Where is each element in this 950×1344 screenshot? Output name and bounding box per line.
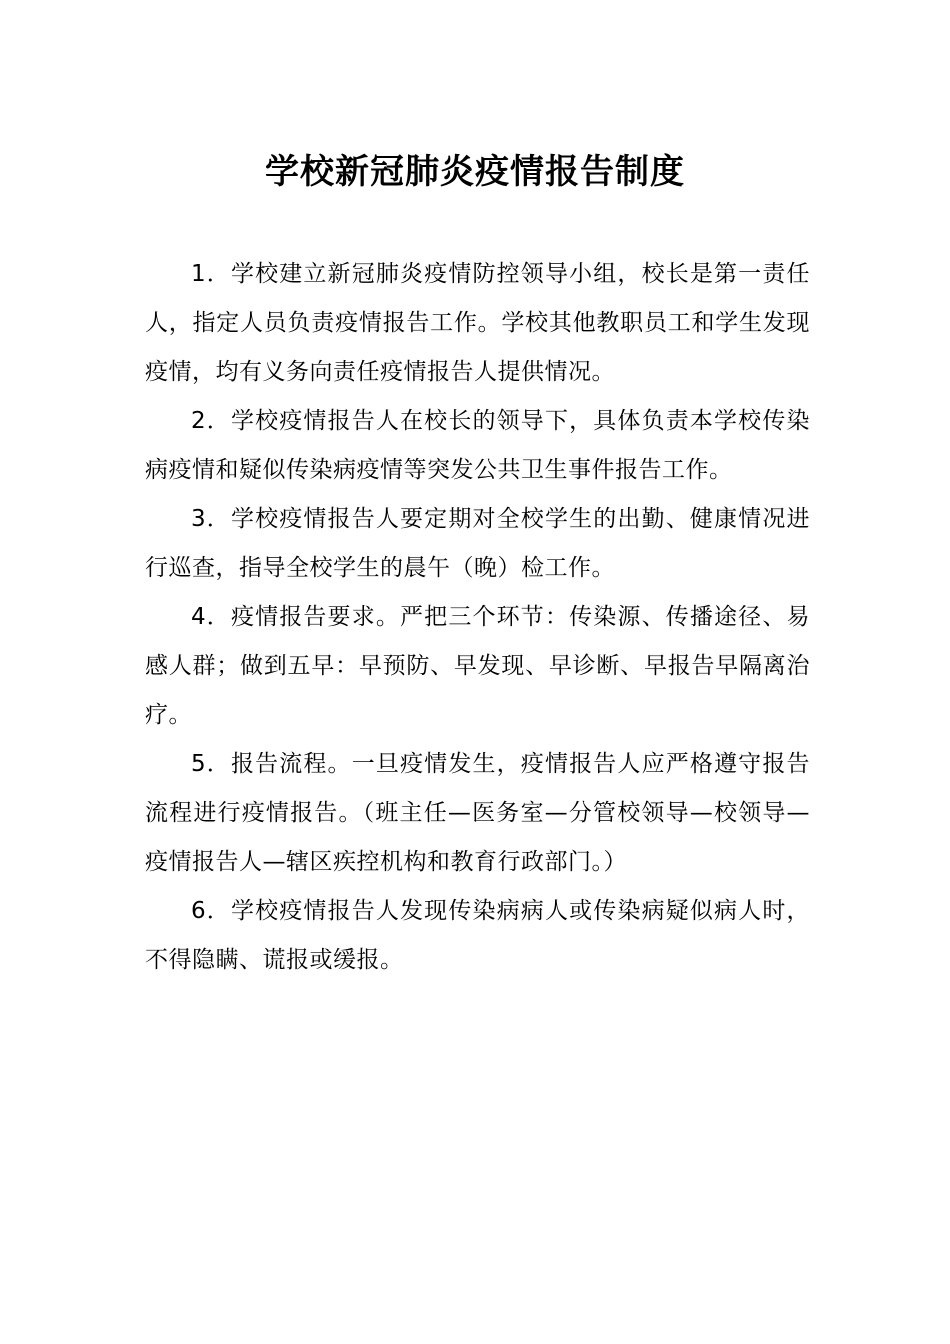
paragraph-3: 3．学校疫情报告人要定期对全校学生的出勤、健康情况进行巡查，指导全校学生的晨午（晚）检工作。 bbox=[145, 506, 810, 581]
document-body bbox=[145, 250, 810, 985]
paragraph-4: 4．疫情报告要求。严把三个环节：传染源、传播途径、易感人群；做到五早：早预防、早发现、早诊断、早报告早隔离治疗。 bbox=[145, 604, 810, 728]
paragraph-5: 5．报告流程。一旦疫情发生，疫情报告人应严格遵守报告流程进行疫情报告。（班主任—医务室—分管校领导—校领导—疫情报告人—辖区疾控机构和教育行政部门。） bbox=[145, 751, 810, 875]
paragraph-1: 1．学校建立新冠肺炎疫情防控领导小组，校长是第一责任人，指定人员负责疫情报告工作。学校其他教职员工和学生发现疫情，均有义务向责任疫情报告人提供情况。 bbox=[145, 261, 810, 385]
document-title: 学校新冠肺炎疫情报告制度 bbox=[265, 152, 685, 192]
paragraph-6: 6．学校疫情报告人发现传染病病人或传染病疑似病人时，不得隐瞒、谎报或缓报。 bbox=[145, 898, 810, 973]
paragraph-2: 2．学校疫情报告人在校长的领导下，具体负责本学校传染病疫情和疑似传染病疫情等突发公共卫生事件报告工作。 bbox=[145, 408, 810, 483]
